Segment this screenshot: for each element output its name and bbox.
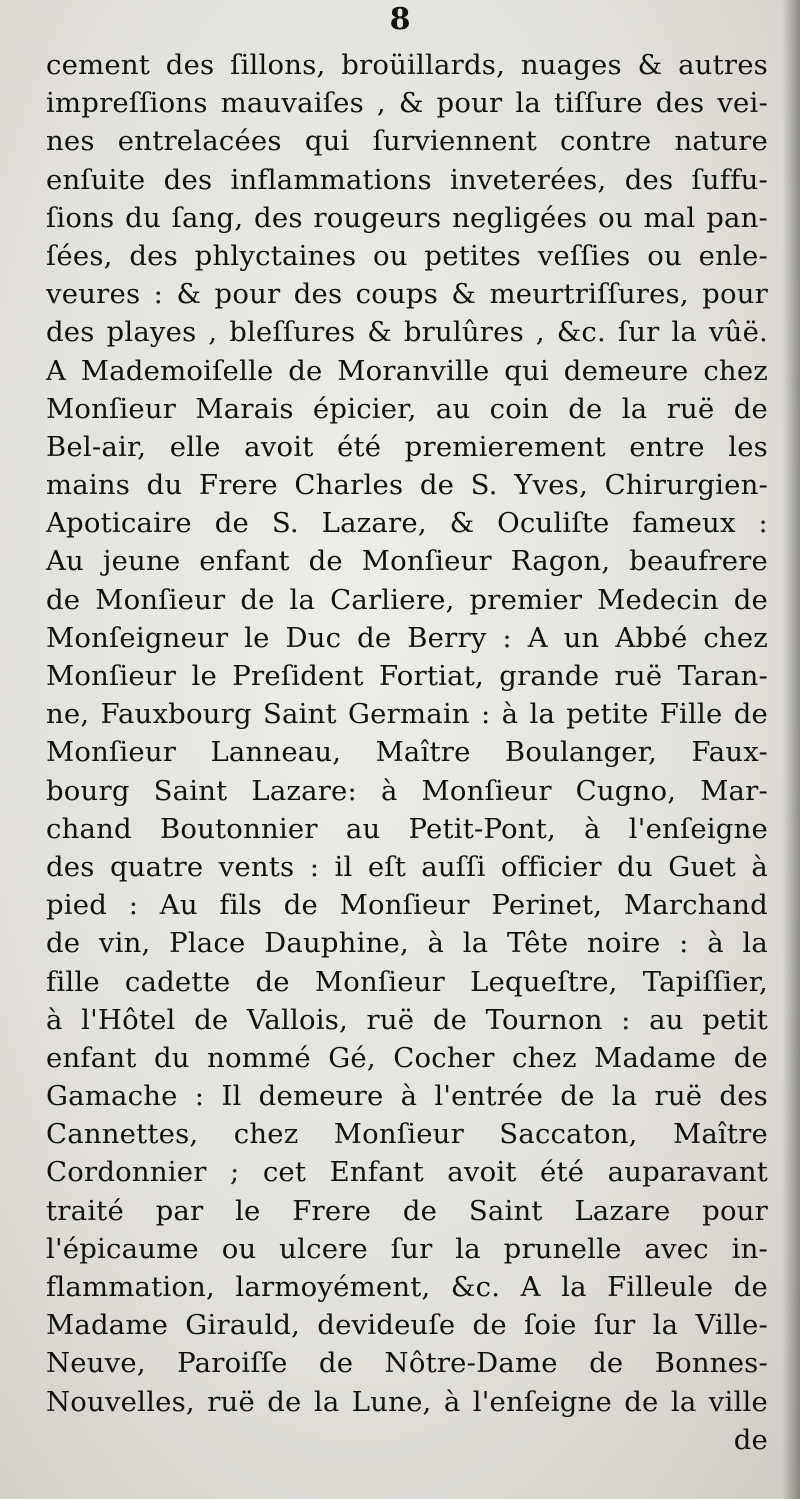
text-line: veures : & pour des coups & meurtriſſures, pour <box>46 278 768 311</box>
text-line: Monſeigneur le Duc de Berry : A un Abbé chez <box>46 621 768 654</box>
text-line: Bel-air, elle avoit été premierement entre les <box>46 430 768 463</box>
text-line: Monſieur Marais épicier, au coin de la ruë de <box>46 392 768 425</box>
text-line: des quatre vents : il eſt auſſi officier du Guet à <box>46 850 768 883</box>
text-line: de vin, Place Dauphine, à la Tête noire : à la <box>46 927 768 960</box>
text-line: ſées, des phlyctaines ou petites veſſies ou enle- <box>46 239 768 272</box>
text-line: bourg Saint Lazare: à Monſieur Cugno, Mar- <box>46 774 768 807</box>
text-line: l'épicaume ou ulcere ſur la prunelle avec in- <box>46 1232 768 1265</box>
text-line: Cannettes, chez Monſieur Saccaton, Maître <box>46 1118 768 1151</box>
text-line: pied : Au fils de Monſieur Perinet, Marchand <box>46 889 768 922</box>
text-line: traité par le Frere de Saint Lazare pour <box>46 1194 768 1227</box>
text-line: nes entrelacées qui ſurviennent contre nature <box>46 125 768 158</box>
text-line: fille cadette de Monſieur Lequeſtre, Tapiſſier, <box>46 965 768 998</box>
text-line: ſions du ſang, des rougeurs negligées ou mal pan- <box>46 201 768 234</box>
text-line: mains du Frere Charles de S. Yves, Chirurgien- <box>46 469 768 502</box>
text-line: Nouvelles, ruë de la Lune, à l'enſeigne de la ville <box>46 1385 768 1418</box>
text-line: Apoticaire de S. Lazare, & Oculiſte fameux : <box>46 507 768 540</box>
body-text <box>46 46 768 1459</box>
text-line: cement des ſillons, broüillards, nuages & autres <box>46 49 768 81</box>
text-line: des playes , bleſſures & brulûres , &c. ſur la vûë. <box>46 316 768 349</box>
text-line: Gamache : Il demeure à l'entrée de la ruë des <box>46 1080 768 1113</box>
text-line: impreſſions mauvaiſes , & pour la tiſſure des vei- <box>46 87 768 120</box>
text-line: enfant du nommé Gé, Cocher chez Madame de <box>46 1041 768 1074</box>
text-line: Au jeune enfant de Monſieur Ragon, beaufrere <box>46 545 768 578</box>
text-line: chand Boutonnier au Petit-Pont, à l'enſeigne <box>46 812 768 845</box>
catchword: de <box>733 1423 768 1456</box>
text-line: à l'Hôtel de Vallois, ruë de Tournon : au petit <box>46 1003 768 1036</box>
text-line: ne, Fauxbourg Saint Germain : à la petite Fille de <box>46 698 768 731</box>
text-line: Cordonnier ; cet Enfant avoit été auparavant <box>46 1156 768 1189</box>
text-line: Monſieur le Preſident Fortiat, grande ruë Taran- <box>46 660 768 692</box>
text-line: flammation, larmoyément, &c. A la Filleule de <box>46 1271 768 1303</box>
text-line: Monſieur Lanneau, Maître Boulanger, Faux- <box>46 736 768 769</box>
text-line: A Mademoiſelle de Moranville qui demeure chez <box>46 354 768 387</box>
text-line: Madame Girauld, devideuſe de ſoie ſur la Ville- <box>46 1309 768 1342</box>
text-line: enſuite des inflammations inveterées, des ſuffu- <box>46 163 768 196</box>
text-line: Neuve, Paroiſſe de Nôtre-Dame de Bonnes- <box>46 1347 768 1380</box>
text-line: de Monſieur de la Carliere, premier Medecin de <box>46 583 768 616</box>
page-number: 8 <box>389 2 411 37</box>
